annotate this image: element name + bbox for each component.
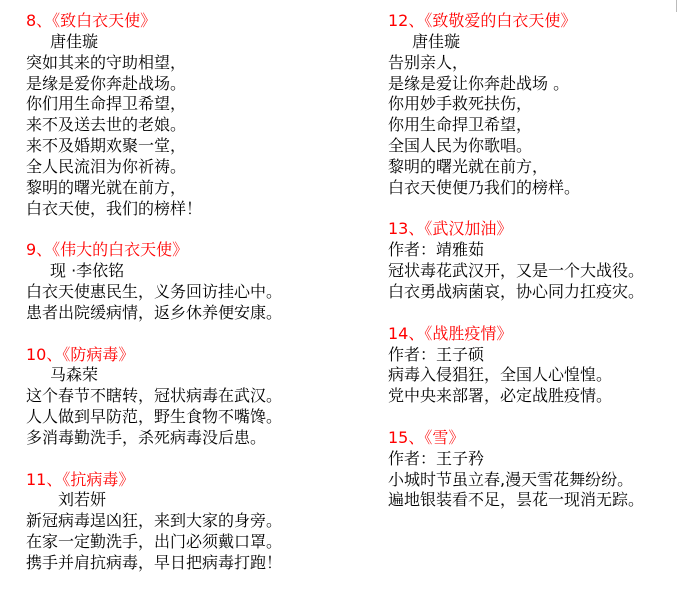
poem-author: 唐佳璇 [50,31,99,51]
poem-line: 告别亲人， [388,52,469,72]
poem-line: 携手并肩抗病毒，早日把病毒打跑！ [26,552,283,572]
poem-title: 12、《致敬爱的白衣天使》 [388,11,577,30]
poem-line: 患者出院缓病情，返乡休养便安康。 [26,302,283,322]
poem-line: 新冠病毒逞凶狂，来到大家的身旁。 [26,511,283,531]
poem-author: 作者：王子硕 [388,344,485,364]
poem-line: 全人民流泪为你祈祷。 [26,156,187,176]
poem-line: 在家一定勤洗手，出门必须戴口罩。 [26,532,283,552]
poem-line: 遍地银装看不足，昙花一现消无踪。 [388,490,645,510]
poem-line: 白衣天使，我们的榜样！ [26,198,203,218]
right-column [388,11,644,532]
poem-10 [26,345,282,449]
poem-line: 是缘是爱让你奔赴战场 。 [388,73,570,93]
poem-title: 13、《武汉加油》 [388,219,513,239]
poem-line: 来不及送去世的老娘。 [26,115,187,135]
poem-title: 8、《致白衣天使》 [26,11,157,30]
poem-13 [388,219,644,302]
poem-8 [26,11,282,219]
poem-15 [388,428,644,511]
poem-author: 刘若妍 [58,490,107,510]
poem-line: 党中央来部署，必定战胜疫情。 [388,386,613,406]
poem-line: 白衣天使惠民生，义务回访挂心中。 [26,281,283,301]
poem-line: 病毒入侵猖狂，全国人心惶惶。 [388,365,613,385]
poem-title: 15、《雪》 [388,427,465,447]
poem-line: 小城时节虽立春,漫天雪花舞纷纷。 [388,469,634,489]
poem-line: 白衣勇战病菌哀，协心同力扛疫灾。 [388,281,645,301]
poem-line: 白衣天使便乃我们的榜样。 [388,177,581,197]
poem-9 [26,240,282,323]
poem-line: 你用妙手救死扶伤， [388,94,533,114]
poem-author: 唐佳璇 [412,31,461,51]
poem-line: 来不及婚期欢聚一堂， [26,136,187,156]
poem-title: 9、《伟大的白衣天使》 [26,240,189,260]
poem-line: 是缘是爱你奔赴战场。 [26,73,187,93]
poem-title: 11、《抗病毒》 [26,469,135,489]
poem-title: 10、《防病毒》 [26,344,135,364]
poem-line: 你用生命捍卫希望， [388,115,533,135]
left-column [26,11,282,595]
poem-author: 马森荣 [50,365,99,385]
poem-line: 黎明的曙光就在前方， [388,156,549,176]
poem-author: 作者：靖雅茹 [388,240,485,260]
poem-line: 全国人民为你歌唱。 [388,136,533,156]
poem-11 [26,470,282,574]
poem-line: 这个春节不瞎转，冠状病毒在武汉。 [26,386,283,406]
poem-author: 现 ·李依铭 [50,261,125,281]
poem-14 [388,324,644,407]
poem-line: 突如其来的守助相望， [26,52,187,72]
poem-line: 冠状毒花武汉开，又是一个大战役。 [388,261,645,281]
poem-line: 黎明的曙光就在前方， [26,177,187,197]
poem-line: 人人做到早防范，野生食物不嘴馋。 [26,407,283,427]
poem-line: 多消毒勤洗手，杀死病毒没后患。 [26,427,267,447]
poem-line: 你们用生命捍卫希望， [26,94,187,114]
poem-title: 14、《战胜疫情》 [388,323,513,343]
poem-author: 作者：王子矜 [388,448,485,468]
poem-12 [388,11,644,199]
